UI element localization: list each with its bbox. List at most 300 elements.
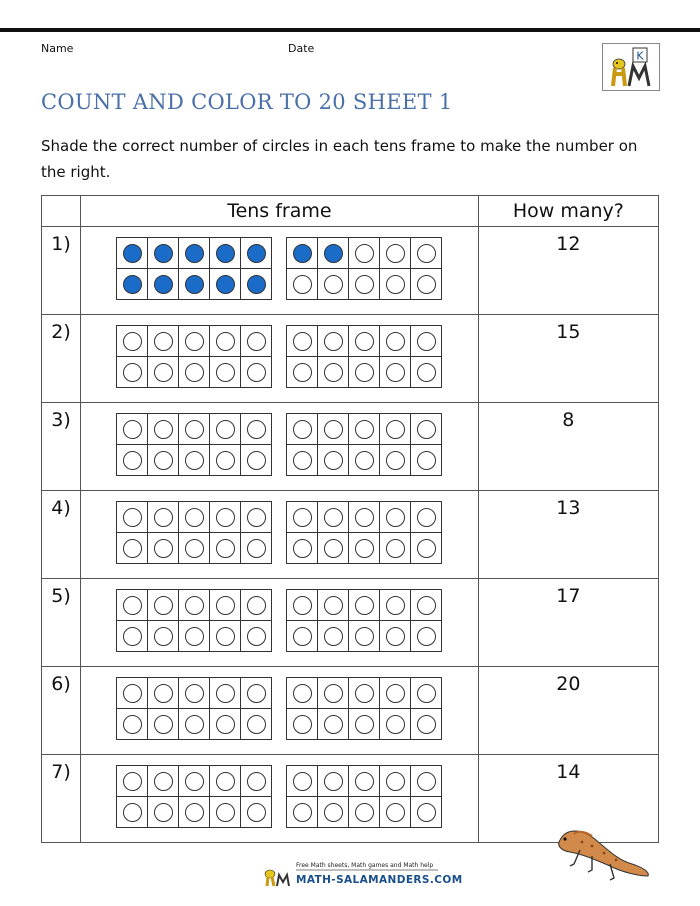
frame-cell xyxy=(411,445,442,476)
question-number: 5) xyxy=(42,579,81,667)
frame-cell xyxy=(179,797,210,828)
tens-frame-pair xyxy=(81,403,478,476)
frame-cell xyxy=(380,357,411,388)
empty-circle[interactable] xyxy=(216,508,235,527)
table-row xyxy=(42,227,659,315)
tens-frame-pair xyxy=(81,667,478,740)
empty-circle[interactable] xyxy=(355,539,374,558)
tens-frame-cell xyxy=(81,491,479,579)
how-many-value: 17 xyxy=(478,579,658,667)
empty-circle[interactable] xyxy=(154,596,173,615)
frame-cell xyxy=(411,269,442,300)
frame-cell xyxy=(380,238,411,269)
frame-cell xyxy=(349,533,380,564)
empty-circle[interactable] xyxy=(355,684,374,703)
shaded-circle[interactable] xyxy=(154,244,173,263)
empty-circle[interactable] xyxy=(247,684,266,703)
empty-circle[interactable] xyxy=(324,627,343,646)
empty-circle[interactable] xyxy=(216,539,235,558)
tens-frame-cell xyxy=(81,755,479,843)
tens-frame-pair xyxy=(81,491,478,564)
empty-circle[interactable] xyxy=(154,451,173,470)
frame-cell xyxy=(210,326,241,357)
tens-frame xyxy=(116,677,272,740)
empty-circle[interactable] xyxy=(386,244,405,263)
tens-frame xyxy=(116,413,272,476)
empty-circle[interactable] xyxy=(324,451,343,470)
empty-circle[interactable] xyxy=(355,451,374,470)
frame-cell xyxy=(411,797,442,828)
shaded-circle[interactable] xyxy=(216,244,235,263)
empty-circle[interactable] xyxy=(386,451,405,470)
empty-circle[interactable] xyxy=(386,627,405,646)
frame-cell xyxy=(117,269,148,300)
frame-cell xyxy=(117,766,148,797)
empty-circle[interactable] xyxy=(185,363,204,382)
frame-cell xyxy=(287,766,318,797)
empty-circle[interactable] xyxy=(216,420,235,439)
empty-circle[interactable] xyxy=(154,332,173,351)
frame-cell xyxy=(117,502,148,533)
empty-circle[interactable] xyxy=(386,420,405,439)
empty-circle[interactable] xyxy=(123,772,142,791)
frame-cell xyxy=(380,269,411,300)
frame-cell xyxy=(349,766,380,797)
empty-circle[interactable] xyxy=(417,772,436,791)
empty-circle[interactable] xyxy=(324,363,343,382)
tens-frame xyxy=(286,325,442,388)
empty-circle[interactable] xyxy=(293,803,312,822)
empty-circle[interactable] xyxy=(417,451,436,470)
empty-circle[interactable] xyxy=(417,539,436,558)
empty-circle[interactable] xyxy=(247,715,266,734)
frame-cell xyxy=(210,269,241,300)
how-many-value: 12 xyxy=(478,227,658,315)
frame-cell xyxy=(179,357,210,388)
frame-cell xyxy=(148,269,179,300)
frame-cell xyxy=(349,357,380,388)
tens-frame xyxy=(286,501,442,564)
empty-circle[interactable] xyxy=(216,332,235,351)
empty-circle[interactable] xyxy=(247,332,266,351)
empty-circle[interactable] xyxy=(324,275,343,294)
empty-circle[interactable] xyxy=(417,627,436,646)
frame-cell xyxy=(210,797,241,828)
empty-circle[interactable] xyxy=(154,539,173,558)
empty-circle[interactable] xyxy=(154,420,173,439)
instructions: Shade the correct number of circles in each tens frame to make the number on the right. xyxy=(41,137,638,181)
header-how-many: How many? xyxy=(478,196,658,227)
empty-circle[interactable] xyxy=(185,803,204,822)
frame-cell xyxy=(380,533,411,564)
empty-circle[interactable] xyxy=(355,508,374,527)
frame-cell xyxy=(148,621,179,652)
frame-cell xyxy=(318,502,349,533)
tens-frame xyxy=(286,765,442,828)
frame-cell xyxy=(318,590,349,621)
how-many-value: 15 xyxy=(478,315,658,403)
empty-circle[interactable] xyxy=(417,508,436,527)
empty-circle[interactable] xyxy=(216,363,235,382)
how-many-value: 20 xyxy=(478,667,658,755)
empty-circle[interactable] xyxy=(355,332,374,351)
empty-circle[interactable] xyxy=(247,772,266,791)
empty-circle[interactable] xyxy=(417,363,436,382)
empty-circle[interactable] xyxy=(247,451,266,470)
question-number: 2) xyxy=(42,315,81,403)
frame-cell xyxy=(179,502,210,533)
empty-circle[interactable] xyxy=(123,627,142,646)
empty-circle[interactable] xyxy=(247,596,266,615)
frame-cell xyxy=(349,678,380,709)
frame-cell xyxy=(210,766,241,797)
frame-cell xyxy=(210,238,241,269)
empty-circle[interactable] xyxy=(417,715,436,734)
tens-frame-pair xyxy=(81,227,478,300)
empty-circle[interactable] xyxy=(355,596,374,615)
frame-cell xyxy=(318,445,349,476)
empty-circle[interactable] xyxy=(386,275,405,294)
empty-circle[interactable] xyxy=(123,596,142,615)
frame-cell xyxy=(210,678,241,709)
frame-cell xyxy=(117,678,148,709)
tens-frame xyxy=(116,237,272,300)
frame-cell xyxy=(380,502,411,533)
header-number-cell xyxy=(42,196,81,227)
empty-circle[interactable] xyxy=(324,539,343,558)
empty-circle[interactable] xyxy=(324,684,343,703)
empty-circle[interactable] xyxy=(293,275,312,294)
frame-cell xyxy=(179,621,210,652)
frame-cell xyxy=(179,445,210,476)
shaded-circle[interactable] xyxy=(324,244,343,263)
empty-circle[interactable] xyxy=(293,684,312,703)
empty-circle[interactable] xyxy=(216,803,235,822)
frame-cell xyxy=(349,445,380,476)
frame-cell xyxy=(380,326,411,357)
frame-cell xyxy=(349,590,380,621)
frame-cell xyxy=(241,709,272,740)
empty-circle[interactable] xyxy=(185,539,204,558)
frame-cell xyxy=(380,766,411,797)
question-number: 3) xyxy=(42,403,81,491)
tens-frame-pair xyxy=(81,755,478,828)
frame-cell xyxy=(148,414,179,445)
how-many-value: 14 xyxy=(478,755,658,843)
empty-circle[interactable] xyxy=(247,363,266,382)
frame-cell xyxy=(287,621,318,652)
frame-cell xyxy=(241,502,272,533)
frame-cell xyxy=(411,502,442,533)
empty-circle[interactable] xyxy=(355,715,374,734)
empty-circle[interactable] xyxy=(324,420,343,439)
frame-cell xyxy=(380,590,411,621)
empty-circle[interactable] xyxy=(324,772,343,791)
empty-circle[interactable] xyxy=(417,684,436,703)
shaded-circle[interactable] xyxy=(185,244,204,263)
frame-cell xyxy=(148,502,179,533)
frame-cell xyxy=(179,269,210,300)
empty-circle[interactable] xyxy=(293,596,312,615)
empty-circle[interactable] xyxy=(293,363,312,382)
frame-cell xyxy=(287,357,318,388)
empty-circle[interactable] xyxy=(355,772,374,791)
frame-cell xyxy=(179,533,210,564)
frame-cell xyxy=(411,590,442,621)
tens-frame-cell xyxy=(81,315,479,403)
empty-circle[interactable] xyxy=(154,684,173,703)
empty-circle[interactable] xyxy=(293,715,312,734)
frame-cell xyxy=(148,766,179,797)
frame-cell xyxy=(411,709,442,740)
tens-frame-pair xyxy=(81,579,478,652)
frame-cell xyxy=(411,678,442,709)
frame-cell xyxy=(380,621,411,652)
empty-circle[interactable] xyxy=(417,420,436,439)
frame-cell xyxy=(287,590,318,621)
name-label: Name xyxy=(41,42,74,55)
tens-frame-cell xyxy=(81,403,479,491)
logo-graphic xyxy=(603,44,659,90)
frame-cell xyxy=(380,445,411,476)
frame-cell xyxy=(349,502,380,533)
empty-circle[interactable] xyxy=(154,508,173,527)
empty-circle[interactable] xyxy=(355,627,374,646)
tens-frame xyxy=(286,677,442,740)
frame-cell xyxy=(287,414,318,445)
empty-circle[interactable] xyxy=(154,627,173,646)
empty-circle[interactable] xyxy=(386,508,405,527)
frame-cell xyxy=(318,533,349,564)
frame-cell xyxy=(349,238,380,269)
frame-cell xyxy=(148,326,179,357)
frame-cell xyxy=(287,445,318,476)
frame-cell xyxy=(210,533,241,564)
empty-circle[interactable] xyxy=(185,596,204,615)
frame-cell xyxy=(117,238,148,269)
empty-circle[interactable] xyxy=(216,772,235,791)
empty-circle[interactable] xyxy=(123,363,142,382)
empty-circle[interactable] xyxy=(247,627,266,646)
empty-circle[interactable] xyxy=(247,539,266,558)
empty-circle[interactable] xyxy=(355,363,374,382)
question-number: 7) xyxy=(42,755,81,843)
empty-circle[interactable] xyxy=(293,772,312,791)
shaded-circle[interactable] xyxy=(247,275,266,294)
empty-circle[interactable] xyxy=(293,627,312,646)
empty-circle[interactable] xyxy=(123,684,142,703)
frame-cell xyxy=(148,709,179,740)
tens-frame-pair xyxy=(81,315,478,388)
empty-circle[interactable] xyxy=(154,772,173,791)
empty-circle[interactable] xyxy=(324,508,343,527)
empty-circle[interactable] xyxy=(293,332,312,351)
empty-circle[interactable] xyxy=(293,508,312,527)
empty-circle[interactable] xyxy=(293,451,312,470)
empty-circle[interactable] xyxy=(185,627,204,646)
shaded-circle[interactable] xyxy=(123,275,142,294)
salamanders-k-logo xyxy=(602,43,660,91)
empty-circle[interactable] xyxy=(324,803,343,822)
tens-frame-cell xyxy=(81,667,479,755)
empty-circle[interactable] xyxy=(293,420,312,439)
frame-cell xyxy=(349,269,380,300)
empty-circle[interactable] xyxy=(293,539,312,558)
empty-circle[interactable] xyxy=(355,275,374,294)
empty-circle[interactable] xyxy=(123,539,142,558)
frame-cell xyxy=(210,357,241,388)
empty-circle[interactable] xyxy=(123,451,142,470)
shaded-circle[interactable] xyxy=(293,244,312,263)
empty-circle[interactable] xyxy=(185,715,204,734)
empty-circle[interactable] xyxy=(386,772,405,791)
frame-cell xyxy=(287,326,318,357)
frame-cell xyxy=(287,269,318,300)
table-row xyxy=(42,579,659,667)
frame-cell xyxy=(241,621,272,652)
frame-cell xyxy=(287,502,318,533)
frame-cell xyxy=(318,709,349,740)
frame-cell xyxy=(148,238,179,269)
empty-circle[interactable] xyxy=(355,420,374,439)
empty-circle[interactable] xyxy=(417,803,436,822)
question-number: 6) xyxy=(42,667,81,755)
worksheet-title: COUNT AND COLOR TO 20 SHEET 1 xyxy=(41,90,453,114)
frame-cell xyxy=(241,238,272,269)
empty-circle[interactable] xyxy=(417,332,436,351)
empty-circle[interactable] xyxy=(123,803,142,822)
empty-circle[interactable] xyxy=(386,715,405,734)
empty-circle[interactable] xyxy=(185,508,204,527)
shaded-circle[interactable] xyxy=(247,244,266,263)
empty-circle[interactable] xyxy=(216,684,235,703)
tens-frame xyxy=(116,589,272,652)
frame-cell xyxy=(117,414,148,445)
empty-circle[interactable] xyxy=(154,803,173,822)
empty-circle[interactable] xyxy=(386,539,405,558)
empty-circle[interactable] xyxy=(247,508,266,527)
frame-cell xyxy=(380,678,411,709)
salamander-illustration xyxy=(552,820,652,890)
empty-circle[interactable] xyxy=(324,715,343,734)
frame-cell xyxy=(318,357,349,388)
frame-cell xyxy=(241,357,272,388)
frame-cell xyxy=(380,797,411,828)
empty-circle[interactable] xyxy=(386,803,405,822)
empty-circle[interactable] xyxy=(355,803,374,822)
empty-circle[interactable] xyxy=(386,363,405,382)
frame-cell xyxy=(318,621,349,652)
frame-cell xyxy=(117,621,148,652)
frame-cell xyxy=(411,621,442,652)
frame-cell xyxy=(411,414,442,445)
tens-frame xyxy=(286,413,442,476)
table-body xyxy=(42,227,659,843)
empty-circle[interactable] xyxy=(386,596,405,615)
empty-circle[interactable] xyxy=(417,244,436,263)
frame-cell xyxy=(179,709,210,740)
frame-cell xyxy=(241,533,272,564)
frame-cell xyxy=(287,678,318,709)
empty-circle[interactable] xyxy=(324,332,343,351)
frame-cell xyxy=(241,414,272,445)
empty-circle[interactable] xyxy=(417,275,436,294)
frame-cell xyxy=(349,414,380,445)
frame-cell xyxy=(411,766,442,797)
frame-cell xyxy=(117,357,148,388)
frame-cell xyxy=(210,590,241,621)
tens-frame-table xyxy=(41,195,659,843)
empty-circle[interactable] xyxy=(216,715,235,734)
frame-cell xyxy=(117,590,148,621)
frame-cell xyxy=(241,326,272,357)
table-row xyxy=(42,315,659,403)
empty-circle[interactable] xyxy=(247,420,266,439)
frame-cell xyxy=(148,678,179,709)
empty-circle[interactable] xyxy=(216,596,235,615)
empty-circle[interactable] xyxy=(185,684,204,703)
frame-cell xyxy=(318,326,349,357)
how-many-value: 8 xyxy=(478,403,658,491)
empty-circle[interactable] xyxy=(154,363,173,382)
frame-cell xyxy=(241,590,272,621)
frame-cell xyxy=(179,590,210,621)
empty-circle[interactable] xyxy=(185,772,204,791)
how-many-value: 13 xyxy=(478,491,658,579)
empty-circle[interactable] xyxy=(386,684,405,703)
frame-cell xyxy=(148,533,179,564)
empty-circle[interactable] xyxy=(355,244,374,263)
frame-cell xyxy=(241,797,272,828)
empty-circle[interactable] xyxy=(216,627,235,646)
frame-cell xyxy=(210,709,241,740)
shaded-circle[interactable] xyxy=(154,275,173,294)
empty-circle[interactable] xyxy=(123,508,142,527)
empty-circle[interactable] xyxy=(386,332,405,351)
empty-circle[interactable] xyxy=(185,420,204,439)
empty-circle[interactable] xyxy=(154,715,173,734)
frame-cell xyxy=(148,445,179,476)
tens-frame-cell xyxy=(81,227,479,315)
empty-circle[interactable] xyxy=(417,596,436,615)
table-header-row xyxy=(42,196,659,227)
shaded-circle[interactable] xyxy=(216,275,235,294)
tens-frame xyxy=(286,237,442,300)
shaded-circle[interactable] xyxy=(185,275,204,294)
frame-cell xyxy=(287,533,318,564)
frame-cell xyxy=(148,357,179,388)
empty-circle[interactable] xyxy=(123,715,142,734)
tens-frame xyxy=(116,501,272,564)
empty-circle[interactable] xyxy=(185,451,204,470)
frame-cell xyxy=(380,414,411,445)
empty-circle[interactable] xyxy=(247,803,266,822)
frame-cell xyxy=(179,678,210,709)
frame-cell xyxy=(179,414,210,445)
frame-cell xyxy=(179,766,210,797)
frame-cell xyxy=(411,238,442,269)
frame-cell xyxy=(241,445,272,476)
frame-cell xyxy=(210,502,241,533)
shaded-circle[interactable] xyxy=(123,244,142,263)
empty-circle[interactable] xyxy=(123,420,142,439)
empty-circle[interactable] xyxy=(185,332,204,351)
empty-circle[interactable] xyxy=(216,451,235,470)
empty-circle[interactable] xyxy=(123,332,142,351)
empty-circle[interactable] xyxy=(324,596,343,615)
frame-cell xyxy=(179,326,210,357)
frame-cell xyxy=(318,678,349,709)
